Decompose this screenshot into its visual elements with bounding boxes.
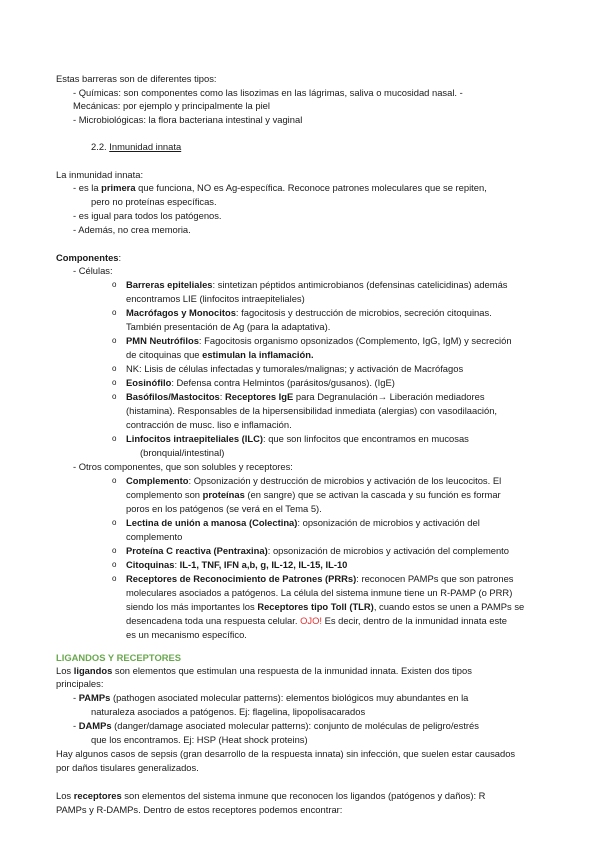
section-title: Inmunidad innata — [109, 141, 182, 152]
bullet-icon: o — [112, 336, 117, 345]
pamps-line: - PAMPs (pathogen asociated molecular patterns): elementos biológicos muy abundantes en la — [73, 692, 469, 703]
list-item-cont: de citoquinas que estimulan la inflamación. — [126, 349, 314, 360]
barreras-quimicas: - Químicas: son componentes como las lisozimas en las lágrimas, saliva o mucosidad nasal. - — [73, 87, 463, 98]
section-number: 2.2. — [91, 141, 107, 152]
list-item-cont: También presentación de Ag (para la adaptativa). — [126, 321, 331, 332]
bullet-icon: o — [112, 392, 117, 401]
list-item-cont: contracción de musc. liso e inflamación. — [126, 419, 292, 430]
list-item-cont: (bronquial/intestinal) — [140, 447, 225, 458]
list-item-cont: desencadena toda una respuesta celular. OJO! Es decir, dentro de la inmunidad innata este — [126, 615, 507, 626]
list-item-cont: siendo los más importantes los Receptores tipo Toll (TLR), cuando estos se unen a PAMPs se — [126, 601, 525, 612]
bullet-icon: o — [112, 574, 117, 583]
bullet-icon: o — [112, 364, 117, 373]
bullet-icon: o — [112, 308, 117, 317]
bullet-icon: o — [112, 434, 117, 443]
bullet-icon: o — [112, 518, 117, 527]
innata-line-3: - Además, no crea memoria. — [73, 224, 191, 235]
innata-line-2: - es igual para todos los patógenos. — [73, 210, 222, 221]
innata-intro: La inmunidad innata: — [56, 169, 144, 180]
list-item-cont: complemento son proteínas (en sangre) que se activan la cascada y su función es formar — [126, 489, 501, 500]
innata-line-1: - es la primera que funciona, NO es Ag-específica. Reconoce patrones moleculares que se repiten, — [73, 182, 487, 193]
list-item-cont: (histamina). Responsables de la hipersensibilidad inmediata (alergias) con vasodilaación, — [126, 405, 498, 416]
ligandos-intro-cont: principales: — [56, 678, 104, 689]
list-item: Macrófagos y Monocitos: fagocitosis y destrucción de microbios, secreción citoquinas. — [126, 307, 492, 318]
list-item: PMN Neutrófilos: Fagocitosis organismo opsonizados (Complemento, IgG, IgM) y secreción — [126, 335, 512, 346]
list-item-cont: es un mecanismo específico. — [126, 629, 247, 640]
otros-label: - Otros componentes, que son solubles y receptores: — [73, 461, 293, 472]
innata-line-1-cont: pero no proteínas específicas. — [91, 196, 217, 207]
list-item: Receptores de Reconocimiento de Patrones (PRRs): reconocen PAMPs que son patrones — [126, 573, 514, 584]
list-item-cont: complemento — [126, 531, 183, 542]
receptores-cont: PAMPs y R-DAMPs. Dentro de estos receptores podemos encontrar: — [56, 804, 343, 815]
bullet-icon: o — [112, 546, 117, 555]
list-item: Lectina de unión a manosa (Colectina): opsonización de microbios y activación del — [126, 517, 480, 528]
list-item-cont: moleculares asociados a patógenos. La célula del sistema inmune tiene un R-PAMP (o PRR) — [126, 587, 513, 598]
componentes-title: Componentes: — [56, 252, 122, 263]
celulas-label: - Células: — [73, 265, 113, 276]
barreras-microbiologicas: - Microbiológicas: la flora bacteriana intestinal y vaginal — [73, 114, 303, 125]
receptores-line: Los receptores son elementos del sistema inmune que reconocen los ligandos (patógenos y daños): R — [56, 790, 486, 801]
barreras-intro: Estas barreras son de diferentes tipos: — [56, 73, 217, 84]
ligandos-intro: Los ligandos son elementos que estimulan una respuesta de la inmunidad innata. Existen dos tipos — [56, 665, 472, 676]
list-item-cont: poros en los patógenos (se verá en el Tema 5). — [126, 503, 322, 514]
list-item: Barreras epiteliales: sintetizan péptidos antimicrobianos (defensinas catelicidinas) además — [126, 279, 508, 290]
section-heading — [91, 141, 181, 153]
list-item: Citoquinas: IL-1, TNF, IFN a,b, g, IL-12, IL-15, IL-10 — [126, 559, 348, 570]
barreras-mecanicas: Mecánicas: por ejemplo y principalmente la piel — [73, 100, 270, 111]
list-item: NK: Lisis de células infectadas y tumorales/malignas; y activación de Macrófagos — [126, 363, 464, 374]
sepsis-cont: por daños tisulares generalizados. — [56, 762, 199, 773]
damps-line: - DAMPs (danger/damage asociated molecular patterns): conjunto de moléculas de peligro/estrés — [73, 720, 479, 731]
list-item: Complemento: Opsonización y destrucción de microbios y activación de los leucocitos. El — [126, 475, 502, 486]
list-item: Proteína C reactiva (Pentraxina): opsonización de microbios y activación del complemento — [126, 545, 510, 556]
bullet-icon: o — [112, 560, 117, 569]
list-item: Basófilos/Mastocitos: Receptores IgE para Degranulación→ Liberación mediadores — [126, 391, 485, 402]
sepsis-line: Hay algunos casos de sepsis (gran desarrollo de la respuesta innata) sin infección, que suelen estar causados — [56, 748, 516, 759]
list-item: Eosinófilo: Defensa contra Helmintos (parásitos/gusanos). (IgE) — [126, 377, 395, 388]
list-item-cont: encontramos LIE (linfocitos intraepiteliales) — [126, 293, 305, 304]
bullet-icon: o — [112, 378, 117, 387]
pamps-cont: naturaleza asociados a patógenos. Ej: flagelina, lipopolisacarados — [91, 706, 366, 717]
list-item: Linfocitos intraepiteliales (ILC): que son linfocitos que encontramos en mucosas — [126, 433, 469, 444]
damps-cont: que los encontramos. Ej: HSP (Heat shock proteins) — [91, 734, 308, 745]
ligandos-heading: LIGANDOS Y RECEPTORES — [56, 652, 182, 663]
bullet-icon: o — [112, 476, 117, 485]
bullet-icon: o — [112, 280, 117, 289]
